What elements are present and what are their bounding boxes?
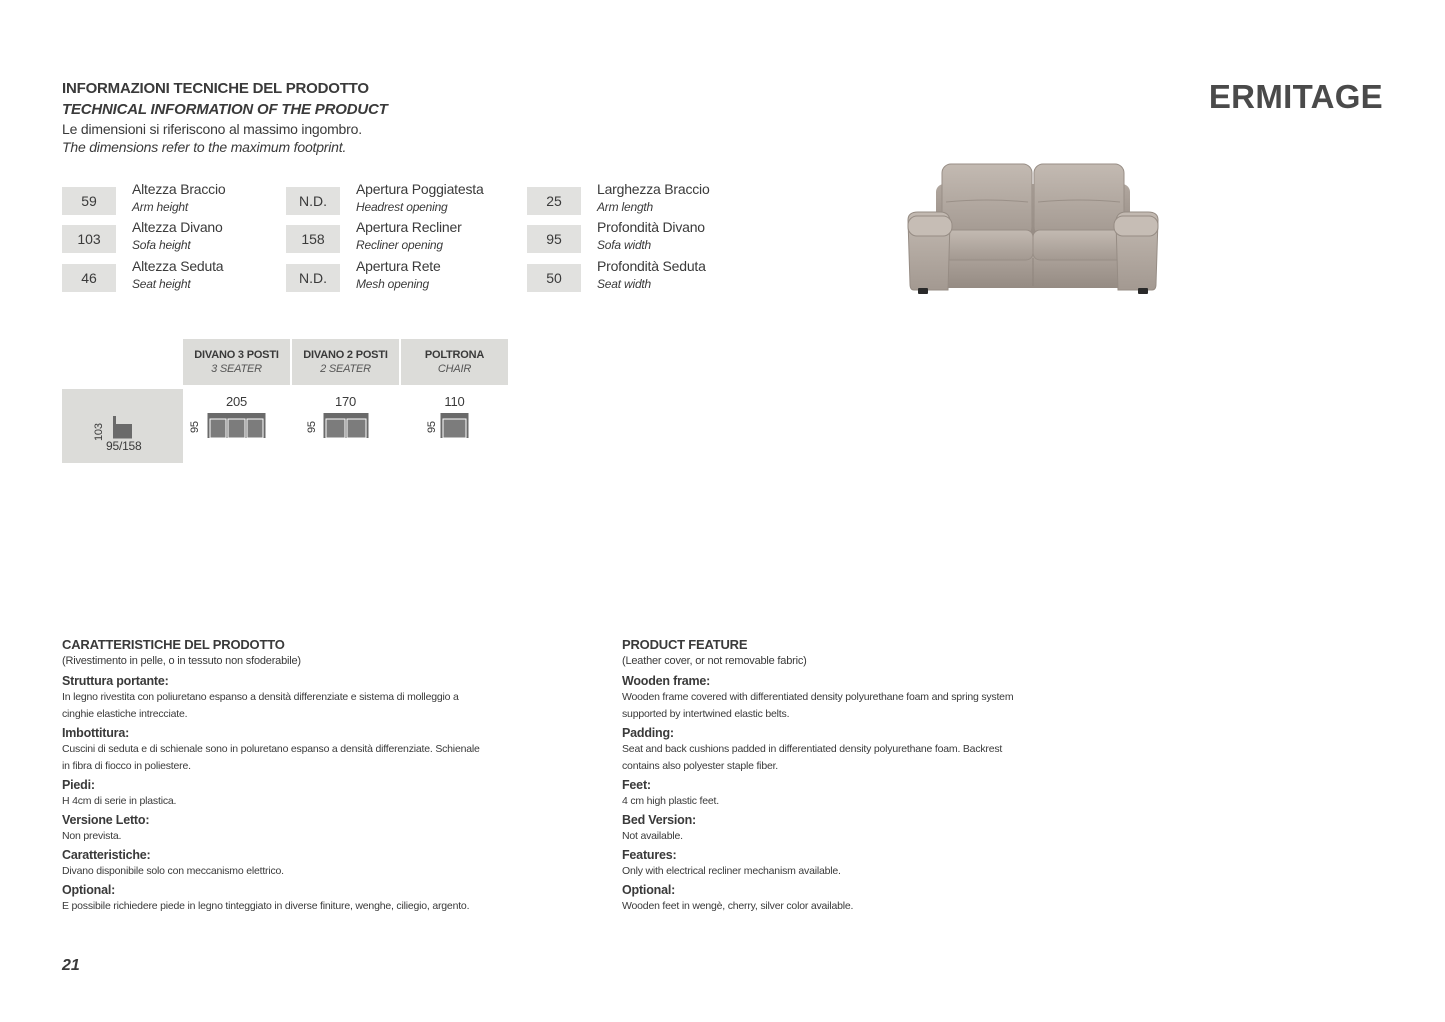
model-depth: 95 [306,421,318,433]
spec-value: 59 [62,187,116,215]
product-name: ERMITAGE [1208,78,1383,115]
model-header-3-seater [183,339,290,385]
dimensions-note-italian: Le dimensioni si riferiscono al massimo ingombro. [62,121,362,137]
model-width: 205 [225,394,248,409]
features-italian [62,636,482,917]
spec-label-english: Headrest opening [356,200,448,214]
chair-plan-icon [440,413,469,439]
features-title: CARATTERISTICHE DEL PRODOTTO [62,637,285,652]
feature-text: Divano disponibile solo con meccanismo elettrico. [62,865,284,877]
model-width: 170 [334,394,357,409]
spec-value: 158 [286,225,340,253]
spec-label-italian: Altezza Seduta [132,258,224,274]
spec-label-italian: Profondità Divano [597,219,705,235]
spec-value: N.D. [286,187,340,215]
side-profile-cell [62,389,183,463]
feature-text: Not available. [622,830,683,842]
spec-value: 25 [527,187,581,215]
spec-label-italian: Altezza Braccio [132,181,226,197]
feature-text: Non prevista. [62,830,122,842]
model-depth: 95 [426,421,438,433]
spec-label-english: Sofa width [597,238,652,252]
model-name-english: 3 SEATER [211,363,262,375]
spec-label-italian: Altezza Divano [132,219,223,235]
feature-label: Optional: [62,883,116,897]
3-seater-plan-icon [207,413,266,439]
feature-label: Bed Version: [622,813,697,827]
model-cell-2-seater [292,389,399,463]
feature-text: H 4cm di serie in plastica. [62,795,177,807]
features-title: PRODUCT FEATURE [622,637,748,652]
title-english: TECHNICAL INFORMATION OF THE PRODUCT [62,101,388,118]
spec-label-italian: Apertura Recliner [356,219,462,235]
model-cell-chair [401,389,508,463]
2-seater-plan-icon [323,413,369,439]
feature-text: Only with electrical recliner mechanism available. [622,865,841,877]
feature-label: Caratteristiche: [62,848,151,862]
feature-label: Features: [622,848,677,862]
spec-label-english: Sofa height [132,238,191,252]
spec-label-italian: Apertura Poggiatesta [356,181,484,197]
features-subtitle: (Rivestimento in pelle, o in tessuto non sfoderabile) [62,655,301,667]
feature-text: Wooden frame covered with differentiated density polyurethane foam and spring system supported by intertwined elastic belts. [622,691,1014,720]
spec-label-english: Arm height [132,200,189,214]
features-subtitle: (Leather cover, or not removable fabric) [622,655,807,667]
model-name-italian: POLTRONA [424,349,485,361]
model-header-2-seater [292,339,399,385]
feature-label: Struttura portante: [62,674,169,688]
spec-label-english: Recliner opening [356,238,443,252]
spec-label-italian: Larghezza Braccio [597,181,710,197]
feature-label: Versione Letto: [62,813,150,827]
spec-value: 50 [527,264,581,292]
side-profile-icon [112,414,134,440]
feature-label: Imbottitura: [62,726,130,740]
spec-value: N.D. [286,264,340,292]
spec-value: 95 [527,225,581,253]
feature-text: In legno rivestita con poliuretano espanso a densità differenziate e sistema di molleggio a cinghie elastiche intrecciate. [62,691,459,720]
spec-value: 103 [62,225,116,253]
model-depth: 95 [189,421,201,433]
dimensions-note-english: The dimensions refer to the maximum footprint. [62,139,347,155]
feature-label: Feet: [622,778,651,792]
feature-text: 4 cm high plastic feet. [622,795,719,807]
spec-label-english: Mesh opening [356,277,429,291]
spec-value: 46 [62,264,116,292]
feature-text: Seat and back cushions padded in differentiated density polyurethane foam. Backrest contains also polyester staple fiber. [622,743,1003,772]
feature-label: Padding: [622,726,674,740]
title-italian: INFORMAZIONI TECNICHE DEL PRODOTTO [62,80,369,97]
feature-label: Wooden frame: [622,674,711,688]
model-name-english: 2 SEATER [320,363,371,375]
feature-label: Optional: [622,883,676,897]
feature-text: E possibile richiedere piede in legno tinteggiato in diverse finiture, wenghe, ciliegio, argento. [62,900,470,912]
feature-text: Cuscini di seduta e di schienale sono in poluretano espanso a densità differenziate. Schienale in fibra di fiocco in poliestere. [62,743,480,772]
spec-label-italian: Profondità Seduta [597,258,706,274]
model-width: 110 [444,394,465,409]
side-depth-label: 95/158 [106,439,142,453]
features-english [622,636,1042,917]
model-cell-3-seater [183,389,290,463]
spec-label-english: Seat height [132,277,191,291]
model-name-english: CHAIR [437,363,472,375]
spec-label-english: Seat width [597,277,652,291]
model-name-italian: DIVANO 2 POSTI [303,349,388,361]
side-height-label: 103 [93,423,105,441]
sofa-product-image [900,158,1166,300]
model-name-italian: DIVANO 3 POSTI [194,349,279,361]
model-header-chair [401,339,508,385]
spec-label-italian: Apertura Rete [356,258,441,274]
feature-label: Piedi: [62,778,95,792]
spec-label-english: Arm length [597,200,654,214]
page-number: 21 [62,957,80,974]
feature-text: Wooden feet in wengè, cherry, silver color available. [622,900,854,912]
